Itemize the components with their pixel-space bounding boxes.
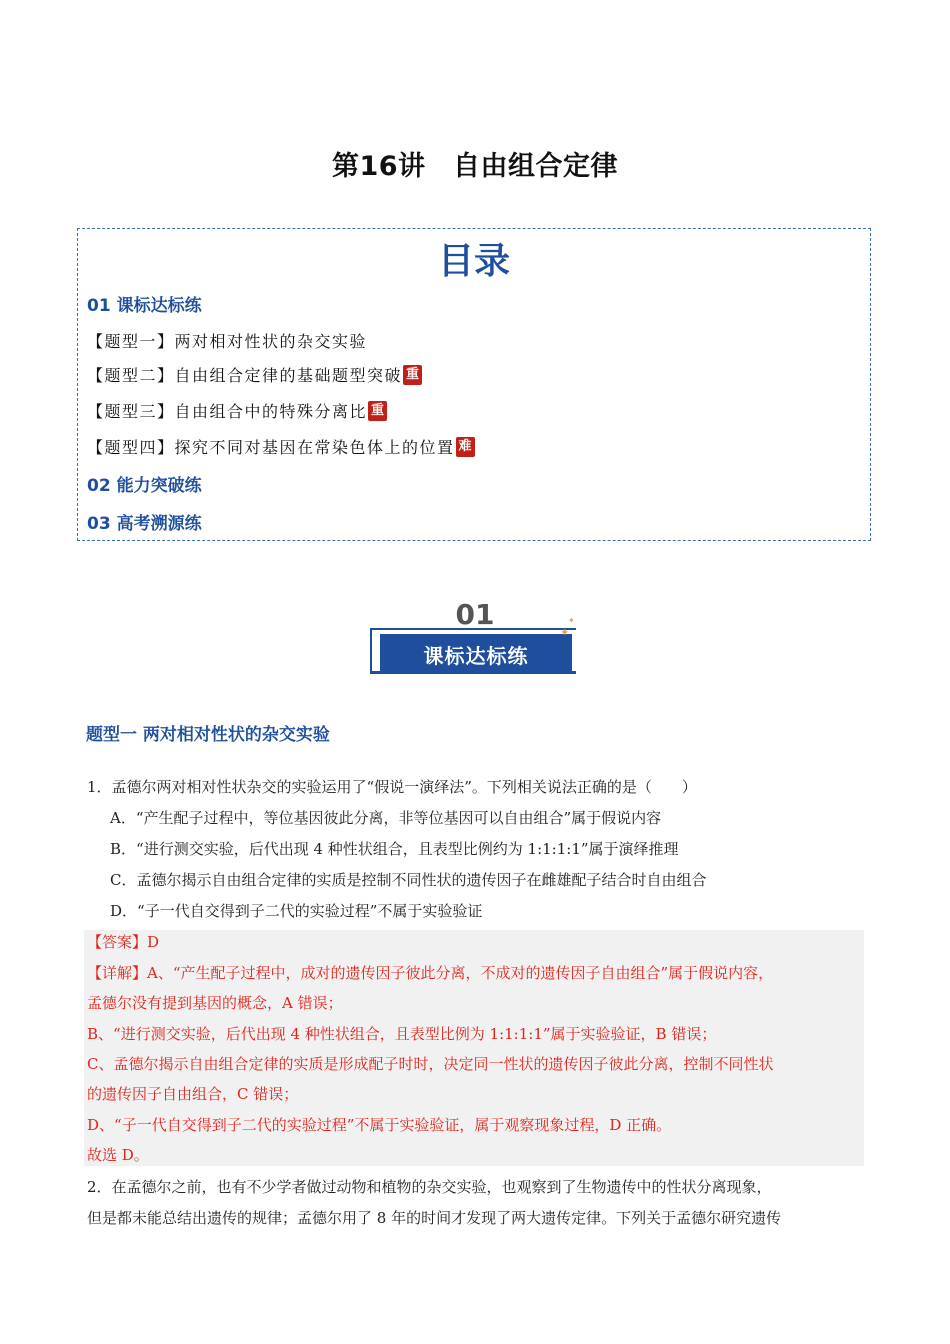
option-b: B．“进行测交实验，后代出现 4 种性状组合，且表型比例约为 1:1:1:1”属于演绎推理 [110,840,679,858]
analysis-line: 的遗传因子自由组合，C 错误； [87,1085,299,1103]
toc-item-label: 【题型三】自由组合中的特殊分离比 [87,402,368,421]
sparkle-icon: ✦ [560,626,570,639]
question-2-line: 2．在孟德尔之前，也有不少学者做过动物和植物的杂交实验，也观察到了生物遗传中的性状分离现象， [87,1178,772,1196]
analysis-line: 故选 D。 [87,1146,149,1164]
toc-item-label: 【题型一】两对相对性状的杂交实验 [87,332,368,351]
toc-item-4[interactable] [87,435,475,458]
toc-item-label: 【题型四】探究不同对基因在常染色体上的位置 [87,438,455,457]
toc-heading: 目录 [437,241,510,282]
toc-section-3[interactable]: 03 高考溯源练 [87,514,202,534]
toc-item-3[interactable] [87,399,387,422]
section-number: 01 [455,598,495,631]
analysis-line: B、“进行测交实验，后代出现 4 种性状组合，且表型比例为 1:1:1:1”属于实验验证，B 错误； [87,1025,717,1043]
analysis-line: 孟德尔没有提到基因的概念，A 错误； [87,994,343,1012]
question-2-line: 但是都未能总结出遗传的规律；孟德尔用了 8 年的时间才发现了两大遗传定律。下列关于孟德尔研究遗传 [87,1209,782,1227]
toc-item-1[interactable] [87,329,367,352]
toc-section-1[interactable]: 01 课标达标练 [87,296,202,316]
difficult-badge: 难 [456,437,475,457]
toc-item-label: 【题型二】自由组合定律的基础题型突破 [87,366,403,385]
option-d: D．“子一代自交得到子二代的实验过程”不属于实验验证 [110,902,483,920]
key-badge: 重 [368,401,387,421]
option-a: A．“产生配子过程中，等位基因彼此分离，非等位基因可以自由组合”属于假说内容 [110,809,662,827]
analysis-line: D、“子一代自交得到子二代的实验过程”不属于实验验证，属于观察现象过程，D 正确。 [87,1116,672,1134]
option-c: C．孟德尔揭示自由组合定律的实质是控制不同性状的遗传因子在雌雄配子结合时自由组合 [110,871,707,889]
analysis-line: C、孟德尔揭示自由组合定律的实质是形成配子时时，决定同一性状的遗传因子彼此分离，控制不同性状 [87,1055,774,1073]
page-title: 第16讲 自由组合定律 [331,151,619,182]
sparkle-icon: ✦ [568,616,575,625]
toc-item-2[interactable] [87,363,422,386]
section-banner: 课标达标练 [380,634,572,674]
answer-label: 【答案】D [87,933,160,951]
key-badge: 重 [403,365,422,385]
analysis-line: 【详解】A、“产生配子过程中，成对的遗传因子彼此分离，不成对的遗传因子自由组合”属于假说内容， [87,964,774,982]
toc-section-2[interactable]: 02 能力突破练 [87,476,202,496]
type1-heading: 题型一 两对相对性状的杂交实验 [86,725,330,745]
table-of-contents [77,228,871,541]
question-1-stem: 1．孟德尔两对相对性状杂交的实验运用了“假说一演绎法”。下列相关说法正确的是（ ） [87,778,697,796]
